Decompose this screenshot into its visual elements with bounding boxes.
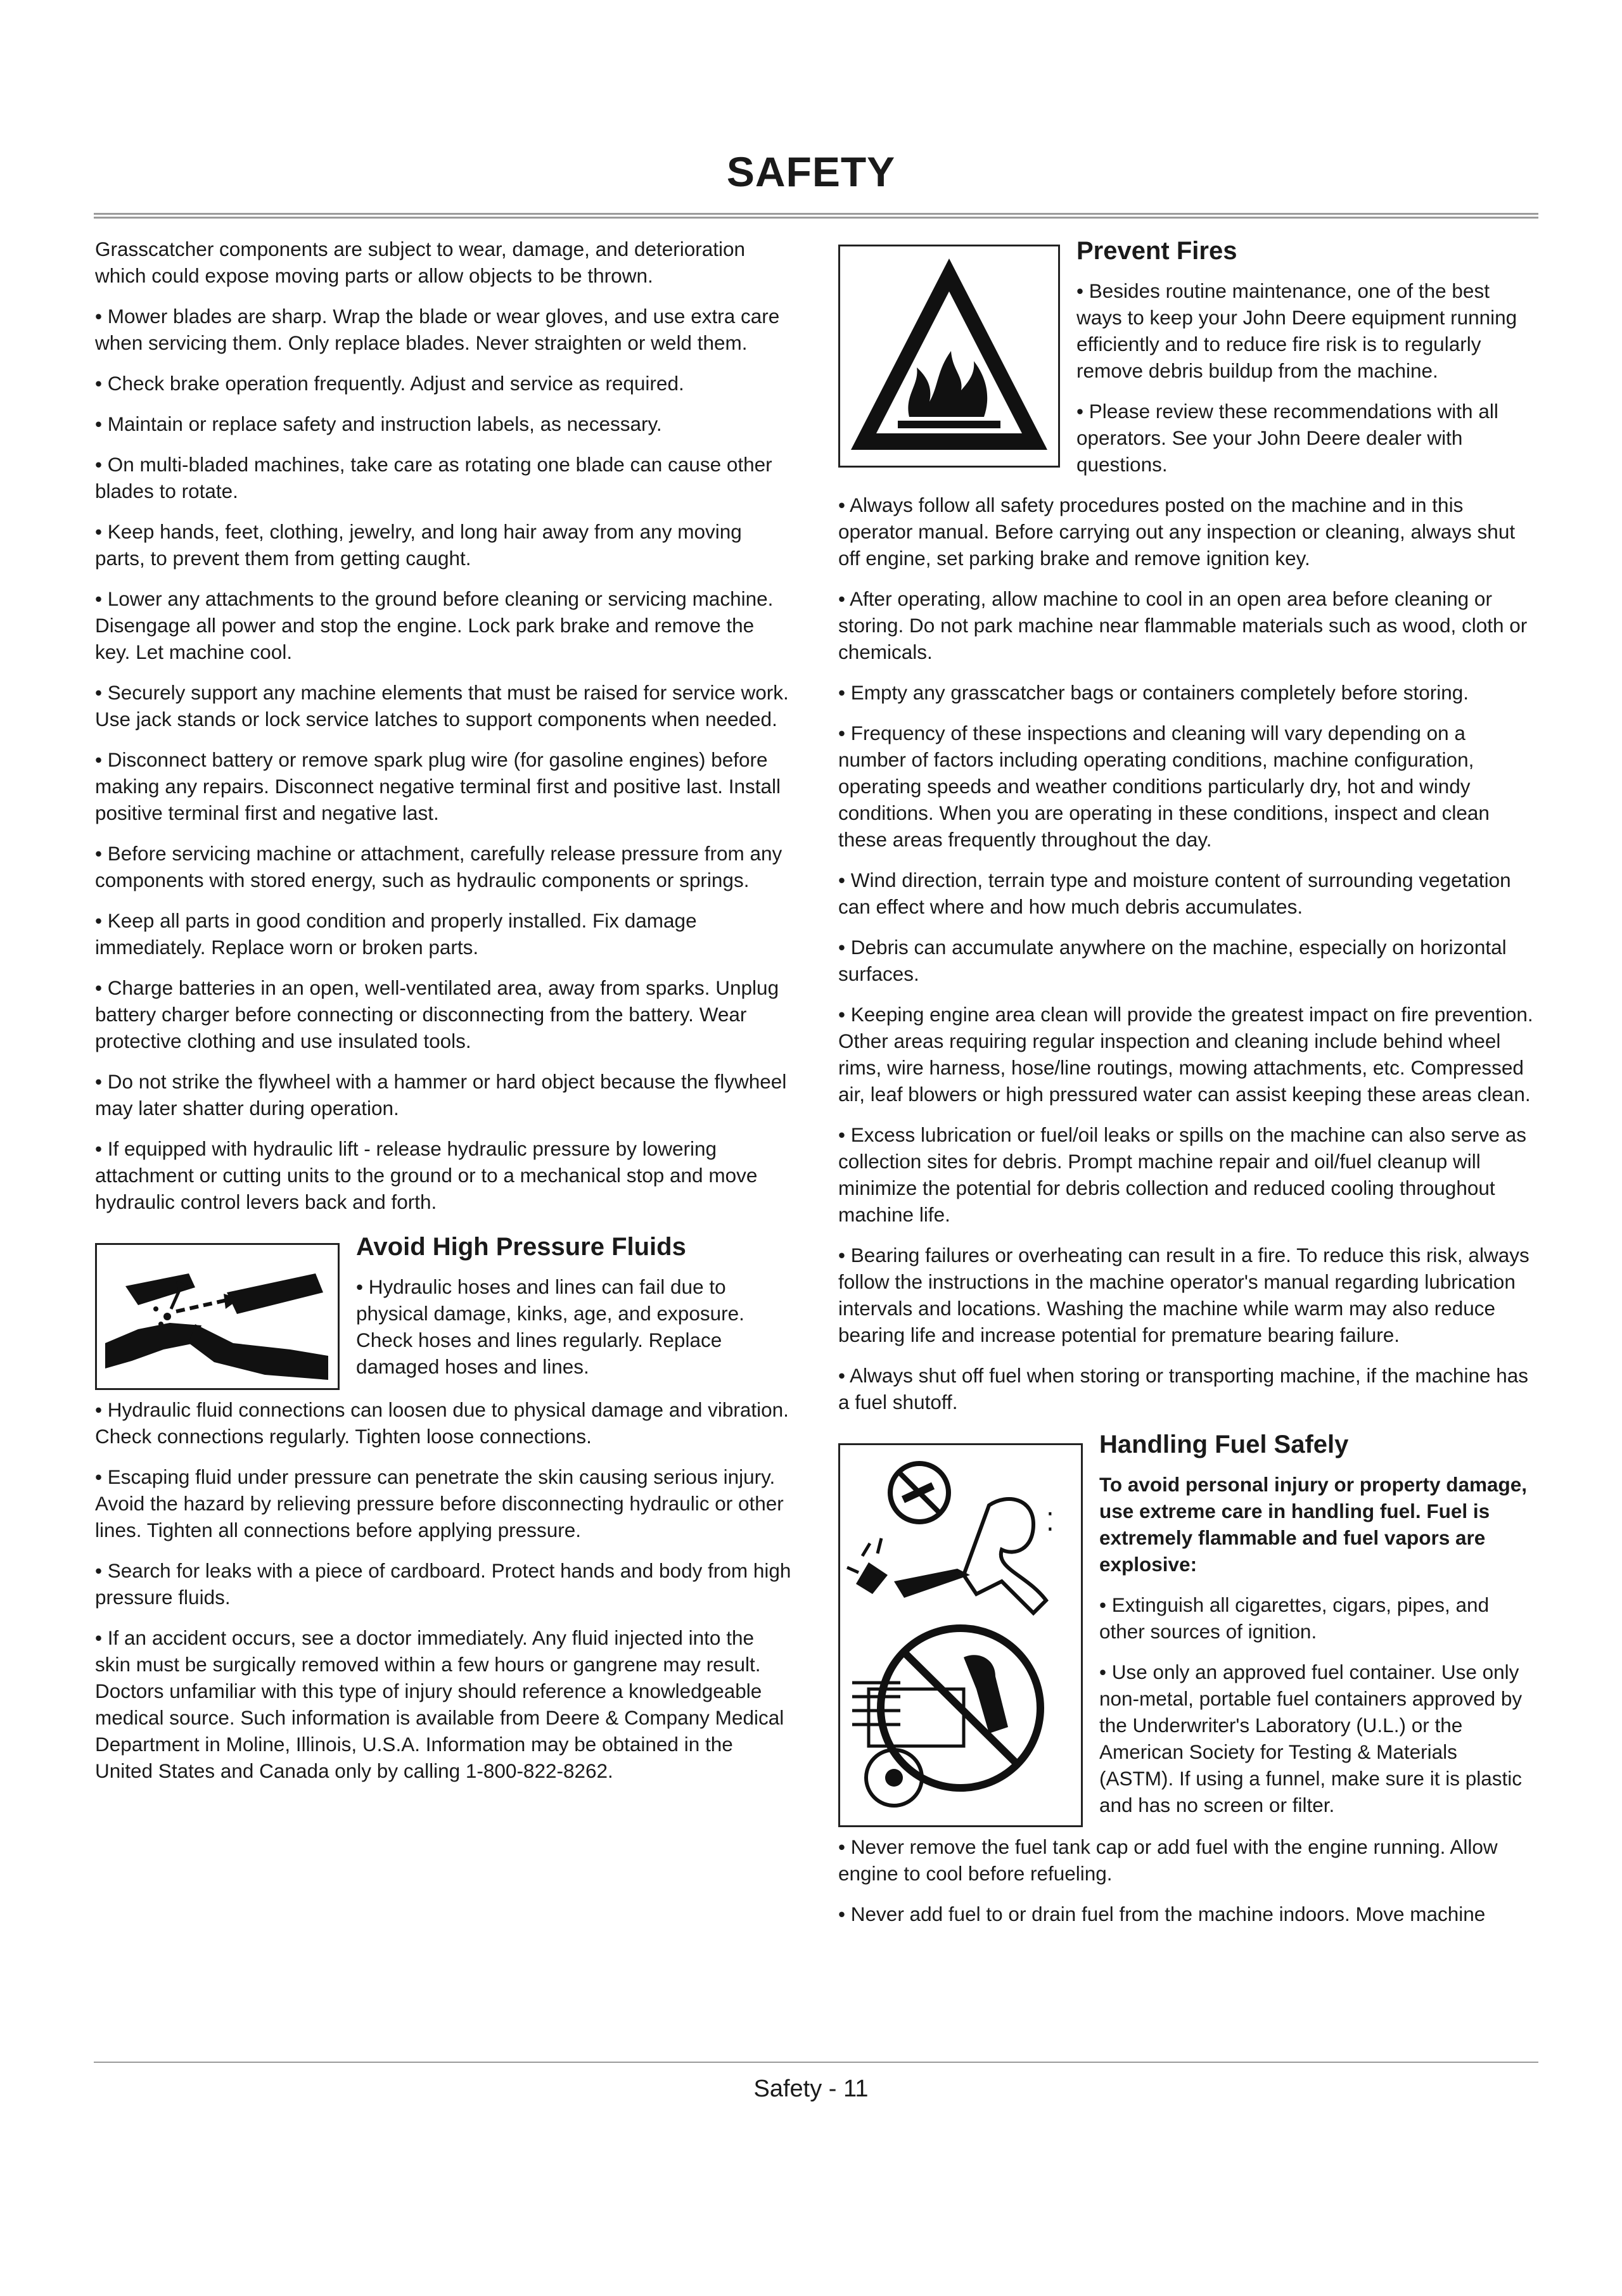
paragraph: • Escaping fluid under pressure can penetrate the skin causing serious injury. Avoid the hazard by relieving pressure before disconnecting hydraulic or other lines. Tighten all connections before applying pressure. [95,1465,784,1541]
paragraph: • Please review these recommendations with all operators. See your John Deere dealer with questions. [1076,400,1498,476]
paragraph: • Always shut off fuel when storing or transporting machine, if the machine has a fuel shutoff. [838,1364,1529,1413]
section-heading-handling-fuel: Handling Fuel Safely [1099,1431,1349,1458]
fire-warning-icon [838,245,1060,468]
page-footer: Safety - 11 [753,2076,869,2102]
high-pressure-fluid-icon [95,1243,340,1390]
paragraph: • Wind direction, terrain type and moisture content of surrounding vegetation can effect where and how much debris accumulates. [838,869,1511,918]
paragraph: • Disconnect battery or remove spark plug wire (for gasoline engines) before making any repairs. Disconnect negative terminal first and positive last. Install positive terminal first and negative last. [95,748,781,824]
section-heading-high-pressure: Avoid High Pressure Fluids [356,1233,686,1261]
paragraph: • Excess lubrication or fuel/oil leaks or spills on the machine can also serve as collection sites for debris. Prompt machine repair and oil/fuel cleanup will minimize the potential for debris collection and reduced cooling throughout machine life. [838,1123,1527,1226]
paragraph: • Mower blades are sharp. Wrap the blade or wear gloves, and use extra care when servicing them. Only replace blades. Never straighten or weld them. [95,305,780,354]
paragraph: • Do not strike the flywheel with a hammer or hard object because the flywheel may later shatter during operation. [95,1070,787,1119]
paragraph: • Securely support any machine elements that must be raised for service work. Use jack stands or lock service latches to support components when needed. [95,681,789,730]
header-rule-secondary [94,217,1538,219]
footer-rule [94,2062,1538,2063]
section-heading-prevent-fires: Prevent Fires [1076,237,1237,265]
paragraph: • Extinguish all cigarettes, cigars, pipes, and other sources of ignition. [1099,1593,1490,1643]
paragraph: • Hydraulic hoses and lines can fail due to physical damage, kinks, age, and exposure. Check hoses and lines regularly. Replace damaged hoses and lines. [356,1275,744,1378]
paragraph: • On multi-bladed machines, take care as rotating one blade can cause other blades to rotate. [95,453,772,502]
paragraph: • Use only an approved fuel container. Use only non-metal, portable fuel containers approved by the Underwriter's Laboratory (U.L.) or the American Society for Testing & Materials (ASTM). If using a funnel, make sure it is plastic and has no screen or filter. [1099,1661,1523,1816]
paragraph: • Keep hands, feet, clothing, jewelry, and long hair away from any moving parts, to prevent them from getting caught. [95,520,742,570]
paragraph: Grasscatcher components are subject to wear, damage, and deterioration which could expose moving parts or allow objects to be thrown. [95,238,746,287]
paragraph: • Debris can accumulate anywhere on the machine, especially on horizontal surfaces. [838,936,1507,985]
paragraph: • Check brake operation frequently. Adjust and service as required. [95,372,684,395]
paragraph: • Never add fuel to or drain fuel from the machine indoors. Move machine [838,1903,1486,1925]
svg-text:⁚: ⁚ [1046,1508,1054,1536]
fuel-warning-text: To avoid personal injury or property damage, use extreme care in handling fuel. Fuel is extremely flammable and fuel vapors are explosive: [1099,1473,1528,1576]
paragraph: • If equipped with hydraulic lift - release hydraulic pressure by lowering attachment or cutting units to the ground or to a mechanical stop and move hydraulic control levers back and forth. [95,1137,758,1213]
paragraph: • Keep all parts in good condition and properly installed. Fix damage immediately. Replace worn or broken parts. [95,909,697,959]
paragraph: • After operating, allow machine to cool in an open area before cleaning or storing. Do not park machine near flammable materials such as wood, cloth or chemicals. [838,587,1528,663]
paragraph: • Besides routine maintenance, one of the best ways to keep your John Deere equipment running efficiently and to reduce fire risk is to regularly remove debris buildup from the machine. [1076,279,1517,382]
paragraph: • Before servicing machine or attachment, carefully release pressure from any components with stored energy, such as hydraulic components or springs. [95,842,782,891]
left-column [95,236,792,1798]
paragraph: • Always follow all safety procedures posted on the machine and in this operator manual. Before carrying out any inspection or cleaning, always shut off engine, set parking brake and remove ignition key. [838,494,1516,570]
paragraph: • Hydraulic fluid connections can loosen due to physical damage and vibration. Check connections regularly. Tighten loose connections. [95,1398,789,1448]
paragraph: • Frequency of these inspections and cleaning will vary depending on a number of factors including operating conditions, machine configuration, operating speeds and weather conditions particularly dry, hot and windy conditions. When you are operating in these conditions, inspect and clean these areas frequently throughout the day. [838,722,1490,851]
paragraph: • Never remove the fuel tank cap or add fuel with the engine running. Allow engine to cool before refueling. [838,1835,1498,1885]
paragraph: • Maintain or replace safety and instruction labels, as necessary. [95,412,662,435]
paragraph: • Bearing failures or overheating can result in a fire. To reduce this risk, always follow the instructions in the machine operator's manual regarding lubrication intervals and locations. Washing the machine while warm may also reduce bearing life and increase potential for premature bearing failure. [838,1244,1529,1346]
paragraph: • Keeping engine area clean will provide the greatest impact on fire prevention. Other areas requiring regular inspection and cleaning include behind wheel rims, wire harness, hose/line routings, mowing attachments, etc. Compressed air, leaf blowers or high pressured water can assist keeping these areas clean. [838,1003,1533,1106]
paragraph: • Lower any attachments to the ground before cleaning or servicing machine. Disengage all power and stop the engine. Lock park brake and remove the key. Let machine cool. [95,587,774,663]
page-title: SAFETY [726,148,896,195]
right-column [838,236,1535,1941]
header-rule [94,213,1538,215]
paragraph: • Empty any grasscatcher bags or containers completely before storing. [838,681,1469,704]
paragraph: • Search for leaks with a piece of cardboard. Protect hands and body from high pressure fluids. [95,1559,791,1609]
paragraph: • If an accident occurs, see a doctor immediately. Any fluid injected into the skin must be surgically removed within a few hours or gangrene may result. Doctors unfamiliar with this type of injury should reference a knowledgeable medical source. Such information is available from Deere & Company Medical Department in Moline, Illinois, U.S.A. Information may be obtained in the United States and Canada only by calling 1-800-822-8262. [95,1626,784,1782]
no-smoking-fuel-icon [838,1443,1083,1827]
paragraph: • Charge batteries in an open, well-ventilated area, away from sparks. Unplug battery charger before connecting or disconnecting from the battery. Wear protective clothing and use insulated tools. [95,976,779,1052]
